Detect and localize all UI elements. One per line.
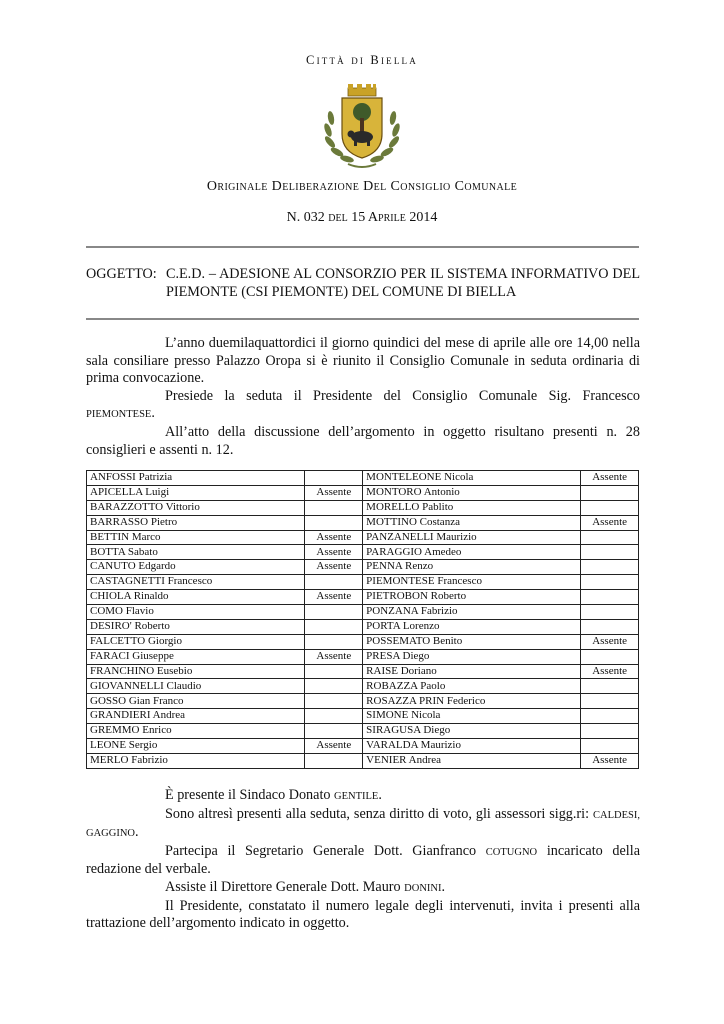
councillor-name: PIEMONTESE Francesco	[363, 575, 581, 590]
attendance-status	[305, 694, 363, 709]
city-heading: Città di Biella	[306, 53, 418, 67]
councillor-name: VENIER Andrea	[363, 753, 581, 768]
attendance-status	[305, 515, 363, 530]
attendance-status	[305, 664, 363, 679]
mayor-surname: GENTILE	[334, 791, 379, 802]
attendance-row	[87, 485, 639, 500]
councillor-name: ANFOSSI Patrizia	[87, 471, 305, 486]
attendance-status	[305, 500, 363, 515]
councillor-name: GREMMO Enrico	[87, 724, 305, 739]
councillor-name: SIMONE Nicola	[363, 709, 581, 724]
councillor-name: GRANDIERI Andrea	[87, 709, 305, 724]
attendance-status	[581, 560, 639, 575]
attendance-row	[87, 634, 639, 649]
councillor-name: MONTORO Antonio	[363, 485, 581, 500]
attendance-status	[581, 709, 639, 724]
attendance-status	[581, 500, 639, 515]
president-surname: PIEMONTESE	[86, 409, 152, 421]
councillor-name: FALCETTO Giorgio	[87, 634, 305, 649]
attendance-row	[87, 753, 639, 768]
attendance-status	[581, 485, 639, 500]
attendance-status: Assente	[581, 471, 639, 486]
attendance-row	[87, 694, 639, 709]
councillor-name: APICELLA Luigi	[87, 485, 305, 500]
councillor-name: BARRASSO Pietro	[87, 515, 305, 530]
councillor-name: PRESA Diego	[363, 649, 581, 664]
attendance-status	[581, 724, 639, 739]
director-end: .	[441, 878, 446, 895]
councillor-name: CHIOLA Rinaldo	[87, 590, 305, 605]
attendance-status: Assente	[305, 485, 363, 500]
attendance-status	[305, 709, 363, 724]
councillor-name: BARAZZOTTO Vittorio	[87, 500, 305, 515]
attendance-row	[87, 590, 639, 605]
coat-of-arms-icon	[318, 82, 406, 172]
councillor-name: BOTTA Sabato	[87, 545, 305, 560]
secretary-end: incaricato della redazione del verbale.	[86, 842, 640, 878]
attendance-status: Assente	[305, 590, 363, 605]
attendance-status	[581, 530, 639, 545]
attendance-status	[305, 575, 363, 590]
attendance-status	[305, 605, 363, 620]
deliberation-number: N. 032 del 15 Aprile 2014	[286, 210, 438, 225]
attendance-table	[86, 470, 639, 769]
secretary-text: Partecipa il Segretario Generale Dott. Gianfranco	[165, 842, 486, 859]
subject-text: C.E.D. – ADESIONE AL CONSORZIO PER IL SISTEMA INFORMATIVO DEL PIEMONTE (CSI PIEMONTE) DEL COMUNE DI BIELLA	[166, 266, 640, 300]
councillor-name: PENNA Renzo	[363, 560, 581, 575]
councillor-name: DESIRO' Roberto	[87, 619, 305, 634]
attendance-status	[581, 545, 639, 560]
attendance-status: Assente	[581, 515, 639, 530]
councillor-name: GOSSO Gian Franco	[87, 694, 305, 709]
attendance-row	[87, 619, 639, 634]
attendance-status: Assente	[305, 560, 363, 575]
assessors-line	[86, 806, 640, 843]
assessors-text: Sono altresì presenti alla seduta, senza diritto di voto, gli assessori sigg.ri:	[165, 805, 594, 822]
mayor-line	[86, 787, 640, 806]
attendance-status	[581, 619, 639, 634]
councillor-name: PARAGGIO Amedeo	[363, 545, 581, 560]
councillor-name: CASTAGNETTI Francesco	[87, 575, 305, 590]
mayor-end: .	[378, 787, 382, 803]
councillor-name: SIRAGUSA Diego	[363, 724, 581, 739]
attendance-row	[87, 605, 639, 620]
attendance-status	[581, 679, 639, 694]
councillor-name: FARACI Giuseppe	[87, 649, 305, 664]
president-end: .	[151, 405, 155, 422]
attendance-row	[87, 545, 639, 560]
councillor-name: MONTELEONE Nicola	[363, 471, 581, 486]
attendance-row	[87, 471, 639, 486]
councillor-name: POSSEMATO Benito	[363, 634, 581, 649]
attendance-row	[87, 724, 639, 739]
secretary-surname: COTUGNO	[485, 846, 538, 858]
assessors-end: .	[135, 824, 139, 841]
attendance-status	[305, 471, 363, 486]
president-paragraph	[86, 388, 640, 424]
president-invite-line: Il Presidente, constatato il numero legale degli intervenuti, invita i presenti alla trattazione dell’argomento indicato in oggetto.	[86, 897, 640, 932]
attendance-status	[581, 590, 639, 605]
attendance-status	[305, 753, 363, 768]
closing-section	[86, 787, 640, 933]
attendance-row	[87, 664, 639, 679]
attendance-status: Assente	[305, 530, 363, 545]
attendance-row	[87, 709, 639, 724]
councillor-name: PIETROBON Roberto	[363, 590, 581, 605]
attendance-status: Assente	[581, 753, 639, 768]
subject-block	[86, 265, 640, 301]
attendance-row	[87, 575, 639, 590]
councillor-name: MERLO Fabrizio	[87, 753, 305, 768]
councillor-name: VARALDA Maurizio	[363, 739, 581, 754]
councillor-name: LEONE Sergio	[87, 739, 305, 754]
councillor-name: MORELLO Pablito	[363, 500, 581, 515]
attendance-row	[87, 500, 639, 515]
attendance-status	[581, 649, 639, 664]
attendance-status	[581, 694, 639, 709]
subject-label: OGGETTO:	[86, 266, 157, 282]
president-text: Presiede la seduta il Presidente del Consiglio Comunale Sig. Francesco	[165, 387, 640, 404]
attendance-row	[87, 649, 639, 664]
attendance-status: Assente	[581, 634, 639, 649]
mayor-text: È presente il Sindaco Donato	[165, 787, 335, 803]
councillor-name: COMO Flavio	[87, 605, 305, 620]
attendance-status: Assente	[305, 739, 363, 754]
attendance-row	[87, 739, 639, 754]
councillor-name: BETTIN Marco	[87, 530, 305, 545]
intro-paragraph: L’anno duemilaquattordici il giorno quindici del mese di aprile alle ore 14,00 nella sala consiliare presso Palazzo Oropa si è riunito il Consiglio Comunale in seduta ordinaria di prima convocazione.	[86, 335, 640, 387]
divider-top	[86, 246, 639, 248]
councillor-name: ROSAZZA PRIN Federico	[363, 694, 581, 709]
attendance-row	[87, 560, 639, 575]
secretary-line	[86, 843, 640, 879]
director-surname: DONINI	[404, 882, 442, 894]
councillor-name: MOTTINO Costanza	[363, 515, 581, 530]
divider-bottom	[86, 318, 639, 320]
councillor-name: ROBAZZA Paolo	[363, 679, 581, 694]
councillor-name: RAISE Doriano	[363, 664, 581, 679]
councillor-name: PANZANELLI Maurizio	[363, 530, 581, 545]
attendance-status: Assente	[581, 664, 639, 679]
attendance-status	[305, 679, 363, 694]
councillor-name: CANUTO Edgardo	[87, 560, 305, 575]
attendance-status	[305, 724, 363, 739]
attendance-status	[305, 634, 363, 649]
attendance-status: Assente	[305, 545, 363, 560]
attendance-status	[581, 739, 639, 754]
attendance-status	[581, 575, 639, 590]
attendance-status	[305, 619, 363, 634]
attendance-row	[87, 515, 639, 530]
assessors-names: CALDESI, GAGGINO	[86, 809, 640, 840]
councillor-name: PORTA Lorenzo	[363, 619, 581, 634]
director-text: Assiste il Direttore Generale Dott. Mauro	[165, 878, 405, 895]
quorum-paragraph: All’atto della discussione dell’argomento in oggetto risultano presenti n. 28 consiglieri e assenti n. 12.	[86, 423, 640, 458]
councillor-name: FRANCHINO Eusebio	[87, 664, 305, 679]
attendance-row	[87, 679, 639, 694]
attendance-status: Assente	[305, 649, 363, 664]
attendance-row	[87, 530, 639, 545]
intro-section	[86, 335, 640, 459]
document-title: Originale Deliberazione Del Consiglio Comunale	[206, 179, 518, 194]
director-line	[86, 879, 640, 898]
attendance-status	[581, 605, 639, 620]
councillor-name: GIOVANNELLI Claudio	[87, 679, 305, 694]
councillor-name: PONZANA Fabrizio	[363, 605, 581, 620]
